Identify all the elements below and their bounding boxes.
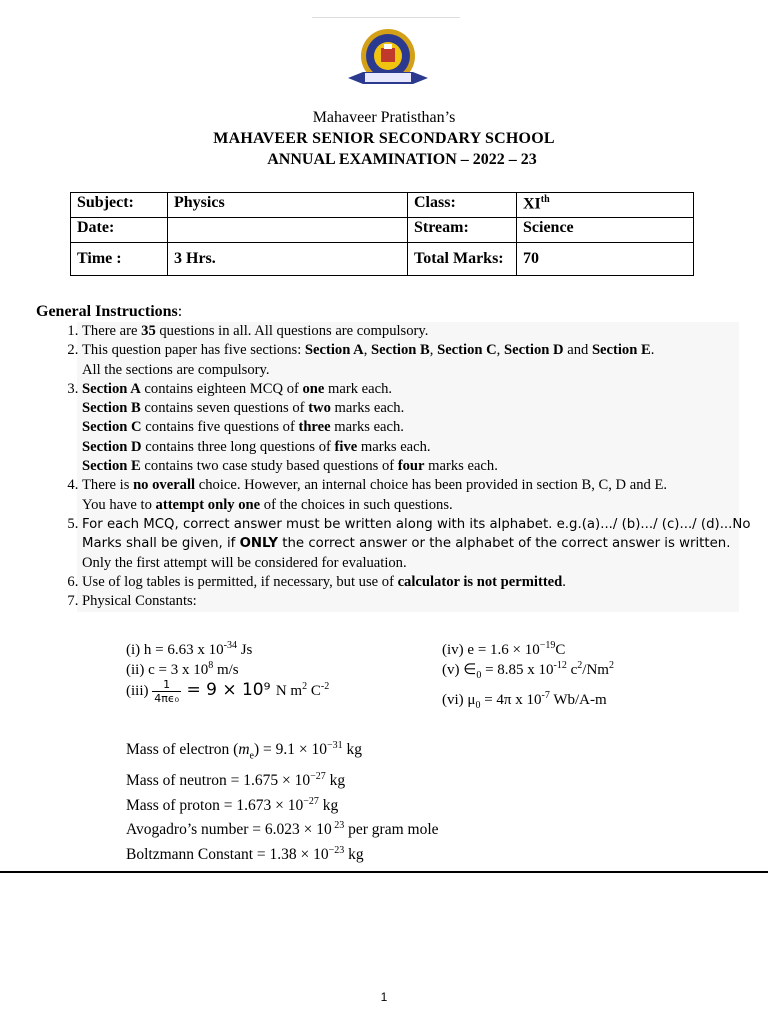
text: contains five questions of <box>141 419 299 436</box>
text: calculator is not permitted <box>397 573 563 590</box>
text: no overall <box>133 477 196 494</box>
text: , <box>429 342 438 359</box>
date-value <box>168 218 408 243</box>
text: marks each. <box>357 438 431 455</box>
text: 23 <box>331 820 345 832</box>
table-row <box>71 218 694 243</box>
text: contains seven questions of <box>140 400 309 417</box>
text: -2 <box>320 681 330 692</box>
text: N m <box>275 683 303 699</box>
list-item <box>82 592 768 611</box>
text: marks each. <box>330 400 405 417</box>
text: 0 <box>475 700 481 711</box>
avogadro-number <box>126 816 439 841</box>
stream-value: Science <box>517 218 694 243</box>
time-label: Time : <box>71 243 168 276</box>
text: Mass of neutron = 1.675 × 10 <box>126 772 311 789</box>
list-item <box>82 573 768 592</box>
list-item <box>82 476 768 515</box>
text: m/s <box>213 662 239 678</box>
text: (iv) e = 1.6 × 10 <box>442 642 540 658</box>
instructions-heading: General Instructions: <box>36 303 183 320</box>
text: contains three long questions of <box>141 438 335 455</box>
text: one <box>302 380 325 397</box>
text: −19 <box>539 640 556 651</box>
text: −27 <box>303 795 319 807</box>
text: Section B <box>82 400 141 417</box>
table-row <box>71 193 694 218</box>
text: attempt only one <box>155 496 261 513</box>
text: of the choices in such questions. <box>260 496 453 513</box>
text: 2 <box>608 660 614 671</box>
text: (vi) μ <box>442 692 476 708</box>
text: 2 <box>302 681 308 692</box>
exam-title: ANNUAL EXAMINATION – 2022 – 23 <box>267 151 537 168</box>
text: 35 <box>141 323 156 339</box>
text: -7 <box>541 690 550 701</box>
exam-info-table <box>70 192 694 276</box>
mass-proton <box>126 792 439 817</box>
text: C <box>307 683 321 699</box>
trust-name: Mahaveer Pratisthan’s <box>312 109 456 126</box>
page-number: 1 <box>380 990 388 1004</box>
text: (ii) c = 3 x 10 <box>126 662 209 678</box>
text: the correct answer or the alphabet of the correct answer is written. <box>278 536 731 552</box>
top-rule <box>312 17 460 18</box>
list-item <box>82 515 768 573</box>
text: Section A <box>304 342 364 359</box>
list-item <box>82 341 768 380</box>
text: ONLY <box>239 536 279 552</box>
text: mark each. <box>324 380 393 397</box>
instructions-list <box>40 322 768 611</box>
text: Wb/A-m <box>549 692 607 708</box>
text: Section C <box>437 342 497 359</box>
text: 1 <box>152 678 181 692</box>
constant-permittivity <box>442 656 614 686</box>
text: Boltzmann Constant = 1.38 × 10 <box>126 846 329 864</box>
text: = 4π x 10 <box>480 692 542 708</box>
text: Avogadro’s number = 6.023 × 10 <box>126 821 332 839</box>
text: kg <box>318 796 339 814</box>
text: Js <box>236 642 253 658</box>
list-item <box>82 322 768 341</box>
text: Section E <box>591 342 651 359</box>
text: For each MCQ, correct answer must be written along with its alphabet. e.g.(a).../ (b).../ (c).../ (d)...No Marks shall be given, if <box>82 516 751 552</box>
text: kg <box>325 772 346 789</box>
class-value <box>517 193 694 218</box>
constant-coulomb <box>126 677 329 705</box>
text: −23 <box>328 845 345 857</box>
boltzmann-constant <box>126 841 439 866</box>
text: = 8.85 x 10 <box>481 662 554 678</box>
text: e <box>249 750 254 762</box>
text: . <box>562 573 566 590</box>
text: Section D <box>82 438 142 455</box>
text: You have to <box>82 496 156 513</box>
text: Mass of electron ( <box>126 741 239 759</box>
list-item <box>82 380 768 476</box>
text: three <box>298 419 331 436</box>
mass-electron <box>126 736 439 767</box>
class-label: Class: <box>408 193 517 218</box>
text: Only the first attempt will be considered for evaluation. <box>82 554 407 571</box>
mass-constants <box>126 736 439 866</box>
text: kg <box>344 846 364 864</box>
section-divider <box>0 871 768 873</box>
text: c <box>566 662 578 678</box>
text: There are <box>82 323 142 339</box>
text: (v) ∈ <box>442 662 477 678</box>
text: , <box>363 342 371 359</box>
text: Section C <box>82 419 142 436</box>
text: kg <box>342 741 363 759</box>
class-number: XI <box>523 195 541 213</box>
text: contains eighteen MCQ of <box>140 380 303 397</box>
date-label: Date: <box>71 218 168 243</box>
text: (i) h = 6.63 x 10 <box>126 642 224 658</box>
text: . <box>650 342 655 359</box>
school-logo <box>343 26 433 96</box>
text: Mass of proton = 1.673 × 10 <box>126 796 304 814</box>
text: m <box>238 741 250 759</box>
text: -12 <box>553 660 567 671</box>
text: contains two case study based questions of <box>140 458 398 475</box>
text: −31 <box>327 740 343 751</box>
text: 8 <box>208 660 214 671</box>
text: , <box>496 342 504 359</box>
text: Physical Constants: <box>82 593 197 610</box>
text: per gram mole <box>344 821 439 839</box>
text: four <box>397 458 425 475</box>
fraction <box>152 678 181 705</box>
class-suffix: th <box>540 194 550 205</box>
mass-neutron <box>126 767 439 792</box>
text: five <box>334 438 358 455</box>
text: −27 <box>310 770 326 782</box>
text: = 9 × 10⁹ <box>181 680 276 700</box>
text: marks each. <box>330 419 404 436</box>
marks-value: 70 <box>517 243 694 276</box>
text: choice. However, an internal choice has been provided in section B, C, D and E. <box>195 477 668 494</box>
school-logo-icon <box>343 26 433 96</box>
text: Use of log tables is permitted, if necessary, but use of <box>82 573 398 590</box>
text: Section D <box>503 342 564 359</box>
text: 0 <box>476 670 482 681</box>
text: 2 <box>577 660 583 671</box>
text: All the sections are compulsory. <box>82 361 270 378</box>
subject-label: Subject: <box>71 193 168 218</box>
text: /Nm <box>582 662 609 678</box>
text: (iii) <box>126 683 153 699</box>
text: C <box>555 642 566 658</box>
text: Section A <box>82 380 141 397</box>
constant-permeability <box>442 686 607 716</box>
text: Section E <box>82 458 141 475</box>
subject-value: Physics <box>168 193 408 218</box>
text: 4πϵ₀ <box>154 692 180 706</box>
table-row <box>71 243 694 276</box>
stream-label: Stream: <box>408 218 517 243</box>
instructions-heading-text: General Instructions <box>36 303 178 320</box>
time-value: 3 Hrs. <box>168 243 408 276</box>
text: There is <box>82 477 134 494</box>
text: questions in all. All questions are compulsory. <box>155 323 429 339</box>
text: -34 <box>223 640 237 651</box>
text: Section B <box>371 342 430 359</box>
school-name: MAHAVEER SENIOR SECONDARY SCHOOL <box>213 130 555 147</box>
text: and <box>563 342 592 359</box>
text: two <box>308 400 331 417</box>
text: This question paper has five sections: <box>82 342 305 359</box>
marks-label: Total Marks: <box>408 243 517 276</box>
text: marks each. <box>424 458 498 475</box>
text: ) = 9.1 × 10 <box>254 741 328 759</box>
